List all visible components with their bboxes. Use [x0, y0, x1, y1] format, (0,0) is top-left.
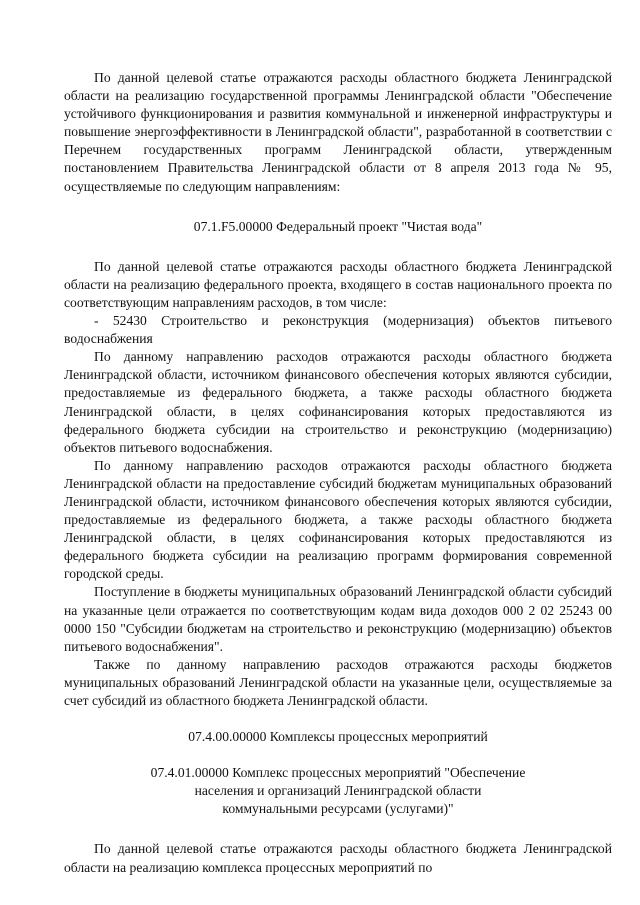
heading-process-complexes: 07.4.00.00000 Комплексы процессных мероприятий [188, 729, 488, 745]
paragraph-federal-project: По данной целевой статье отражаются расходы областного бюджета Ленинградской области на реализацию федерального проекта, входящего в состав национального проекта по соответствующим направлениям расходов, в том числе: [64, 258, 612, 310]
heading-complex-line-2: населения и организаций Ленинградской области [194, 783, 482, 799]
paragraph-revenue-codes: Поступление в бюджеты муниципальных образований Ленинградской области субсидий на указанные цели отражается по соответствующим кодам вида доходов 000 2 02 25243 00 0000 150 "Субсидии бюджетам на строительство и реконструкцию (модернизацию) объектов питьевого водоснабжения". [64, 584, 612, 654]
paragraph-complex-expenses: По данной целевой статье отражаются расходы областного бюджета Ленинградской области на реализацию комплекса процессных мероприятий по [64, 841, 612, 875]
paragraph-intro: По данной целевой статье отражаются расходы областного бюджета Ленинградской области на реализацию государственной программы Ленинградской области "Обеспечение устойчивого функционирования и развития коммунальной и инженерной инфраструктуры и повышение энергоэффективности в Ленинградской области", разработанной в соответствии с Перечнем государственных программ Ленинградской области, утвержденным постановлением Правительства Ленинградской области от 8 апреля 2013 года № 95, осуществляемые по следующим направлениям: [64, 70, 612, 194]
heading-complex-line-3: коммунальными ресурсами (услугами)" [222, 801, 454, 817]
paragraph-direction-52430: - 52430 Строительство и реконструкция (модернизация) объектов питьевого водоснабжения [64, 313, 612, 347]
paragraph-municipal-subsidies: По данному направлению расходов отражаются расходы областного бюджета Ленинградской области на предоставление субсидий бюджетам муниципальных образований Ленинградской области, источником финансового обеспечения которых являются субсидии, предоставляемые из федерального бюджета, а также расходы областного бюджета Ленинградской области, в целях софинансирования которых предоставляются из федерального бюджета субсидии на реализацию программ формирования современной городской среды. [64, 457, 612, 582]
heading-complex-line-1: 07.4.01.00000 Комплекс процессных мероприятий "Обеспечение [150, 765, 526, 781]
paragraph-municipal-expenses: Также по данному направлению расходов отражаются расходы бюджетов муниципальных образований Ленинградской области на указанные цели, осуществляемые за счет субсидий из областного бюджета Ленинградской области. [64, 656, 612, 708]
heading-clean-water-project: 07.1.F5.00000 Федеральный проект "Чистая вода" [193, 218, 483, 234]
paragraph-regional-expenses: По данному направлению расходов отражаются расходы областного бюджета Ленинградской области, источником финансового обеспечения которых являются субсидии, предоставляемые из федерального бюджета, а также расходы областного бюджета Ленинградской области, в целях софинансирования которых предоставляются из федерального бюджета субсидии на строительство и реконструкцию (модернизацию) объектов питьевого водоснабжения. [64, 349, 612, 455]
